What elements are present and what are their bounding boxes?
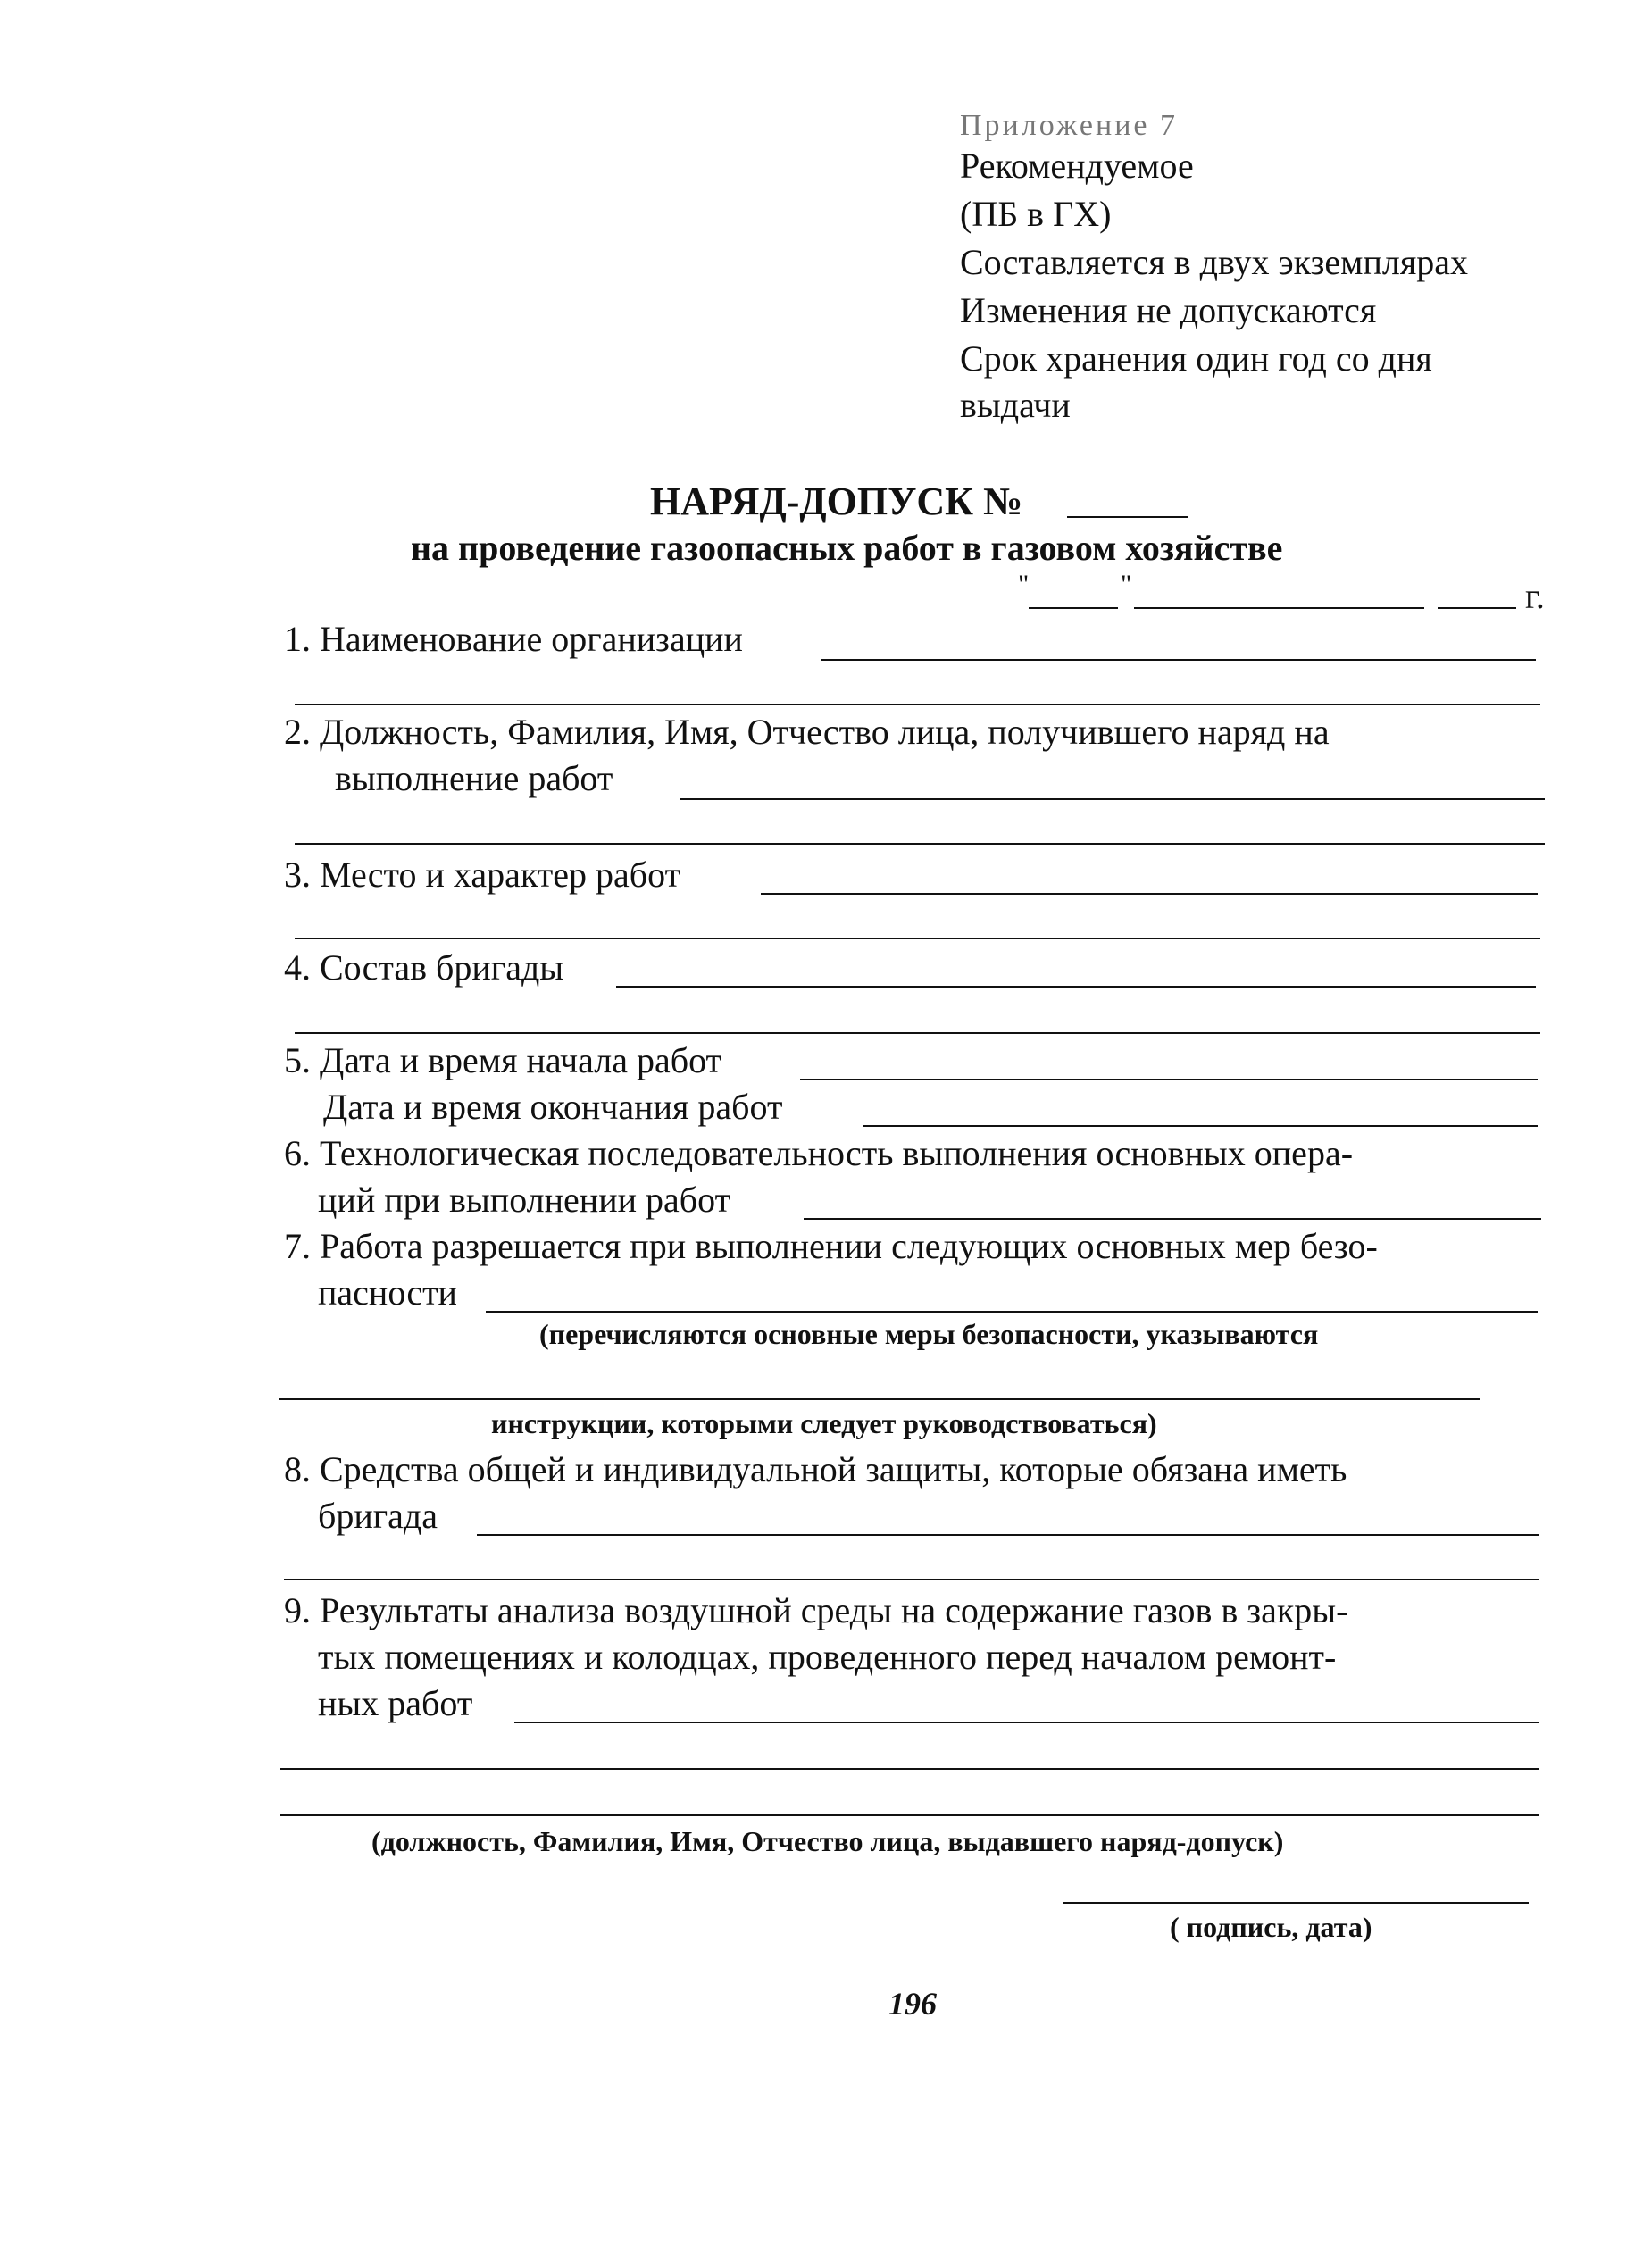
item-8-label-cont: бригада xyxy=(318,1496,438,1536)
item-4-field[interactable] xyxy=(616,986,1536,988)
document-subtitle: на проведение газоопасных работ в газовом хозяйстве xyxy=(411,528,1283,568)
item-5-end-field[interactable] xyxy=(863,1125,1538,1127)
permit-number-line[interactable] xyxy=(1067,516,1188,518)
issuer-caption: (должность, Фамилия, Имя, Отчество лица, выдавшего наряд-допуск) xyxy=(371,1825,1284,1857)
item-7-label-cont: пасности xyxy=(318,1272,457,1313)
item-6-label: 6. Технологическая последовательность выполнения основных опера- xyxy=(284,1133,1354,1173)
storage-term-note: Срок хранения один год со дня xyxy=(960,338,1432,379)
issuer-field[interactable] xyxy=(280,1814,1539,1816)
item-7-label: 7. Работа разрешается при выполнении следующих основных мер безо- xyxy=(284,1226,1378,1266)
signature-field[interactable] xyxy=(1063,1902,1529,1904)
date-day-line[interactable] xyxy=(1029,607,1118,609)
document-title: НАРЯД-ДОПУСК № xyxy=(650,479,1023,523)
date-year-line[interactable] xyxy=(1438,607,1516,609)
item-5-start-field[interactable] xyxy=(800,1079,1538,1080)
appendix-label: Приложение 7 xyxy=(960,109,1178,142)
item-9-field[interactable] xyxy=(514,1722,1539,1723)
item-7-note-cont: инструкции, которыми следует руководствоваться) xyxy=(491,1407,1157,1439)
item-9-label-cont2: ных работ xyxy=(318,1683,473,1723)
recommended-label: Рекомендуемое xyxy=(960,146,1194,186)
regulation-label: (ПБ в ГХ) xyxy=(960,194,1112,234)
item-2-field[interactable] xyxy=(680,798,1545,800)
page-number: 196 xyxy=(888,1986,937,2022)
item-7-field[interactable] xyxy=(486,1311,1538,1313)
item-9-field-cont[interactable] xyxy=(280,1768,1539,1770)
item-3-field-cont[interactable] xyxy=(295,938,1540,939)
item-8-field[interactable] xyxy=(477,1534,1539,1536)
item-9-label-cont: тых помещениях и колодцах, проведенного перед началом ремонт- xyxy=(318,1637,1337,1677)
year-suffix: г. xyxy=(1525,576,1545,616)
storage-term-note-cont: выдачи xyxy=(960,385,1071,425)
signature-caption: ( подпись, дата) xyxy=(1170,1911,1372,1943)
item-2-label-cont: выполнение работ xyxy=(335,758,613,798)
item-9-label: 9. Результаты анализа воздушной среды на содержание газов в закры- xyxy=(284,1590,1348,1630)
item-2-field-cont[interactable] xyxy=(295,843,1545,845)
item-3-label: 3. Место и характер работ xyxy=(284,855,681,895)
item-8-label: 8. Средства общей и индивидуальной защиты, которые обязана иметь xyxy=(284,1449,1347,1489)
item-1-label: 1. Наименование организации xyxy=(284,619,743,659)
date-quote-open: " xyxy=(1018,570,1030,599)
item-2-label: 2. Должность, Фамилия, Имя, Отчество лица, получившего наряд на xyxy=(284,712,1330,752)
item-4-field-cont[interactable] xyxy=(295,1032,1540,1034)
item-7-note: (перечисляются основные меры безопасности, указываются xyxy=(539,1318,1319,1350)
item-5-label: 5. Дата и время начала работ xyxy=(284,1040,722,1080)
item-1-field[interactable] xyxy=(822,659,1536,661)
date-month-line[interactable] xyxy=(1134,607,1424,609)
item-1-field-cont[interactable] xyxy=(295,704,1540,705)
copies-note: Составляется в двух экземплярах xyxy=(960,242,1468,282)
item-7-field-cont[interactable] xyxy=(279,1398,1480,1400)
item-4-label: 4. Состав бригады xyxy=(284,947,564,988)
item-5-end-label: Дата и время окончания работ xyxy=(323,1087,783,1127)
date-quote-close: " xyxy=(1121,570,1132,599)
item-6-field[interactable] xyxy=(804,1218,1541,1220)
item-8-field-cont[interactable] xyxy=(284,1579,1539,1580)
no-changes-note: Изменения не допускаются xyxy=(960,290,1377,330)
item-6-label-cont: ций при выполнении работ xyxy=(318,1180,731,1220)
item-3-field[interactable] xyxy=(761,893,1538,895)
